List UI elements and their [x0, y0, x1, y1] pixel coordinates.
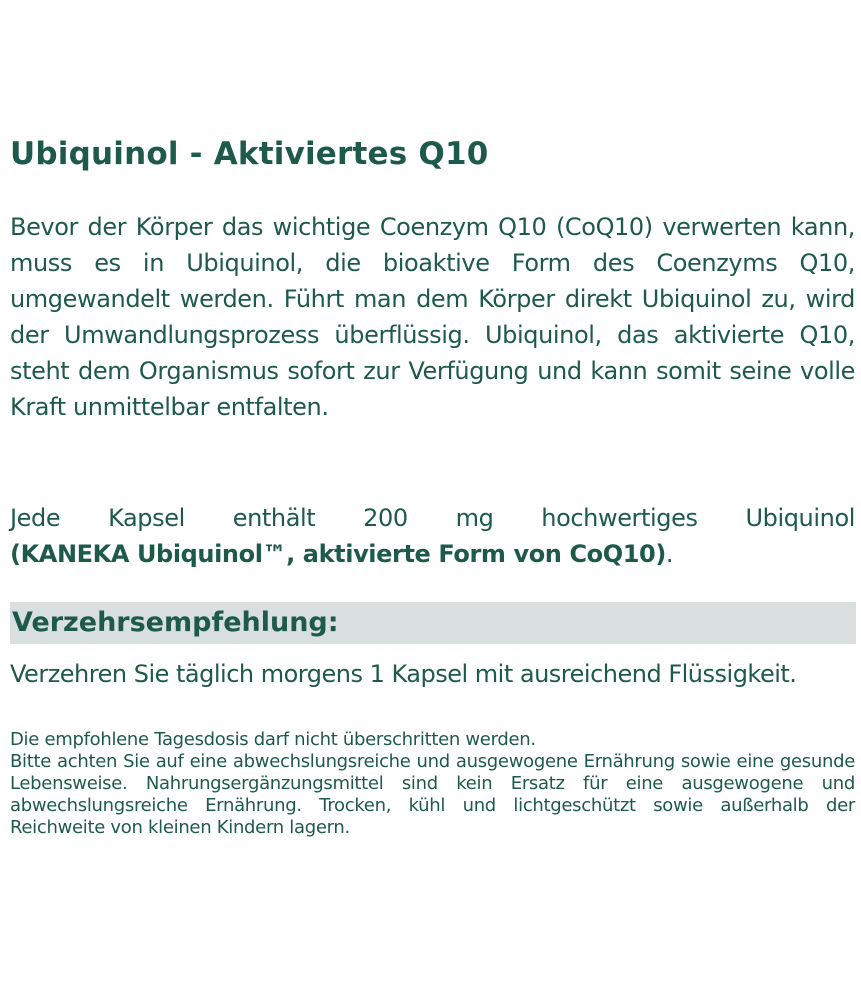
capsule-content-period: . [665, 540, 674, 568]
capsule-content-brand: (KANEKA Ubiquinol™, aktivierte Form von CoQ10) [10, 540, 666, 568]
dosage-recommendation: Verzehren Sie täglich morgens 1 Kapsel mit ausreichend Flüssigkeit. [10, 660, 797, 688]
intro-paragraph: Bevor der Körper das wichtige Coenzym Q10 (CoQ10) verwerten kann, muss es in Ubiquinol, die bioaktive Form des Coenzyms Q10, umgewandelt werden. Führt man dem Körper direkt Ubiquinol zu, wird der Umwandlungsprozess überflüssig. Ubiquinol, das aktivierte Q10, steht dem Organismus sofort zur Verfügung und kann somit seine volle Kraft unmittelbar entfalten. [10, 213, 855, 421]
capsule-content-text: Jede Kapsel enthält 200 mg hochwertiges Ubiquinol [10, 504, 855, 532]
notes-daily-dose-warning: Die empfohlene Tagesdosis darf nicht überschritten werden. [10, 729, 536, 750]
section-header-band [10, 602, 856, 644]
section-title-verzehrsempfehlung: Verzehrsempfehlung: [12, 607, 339, 638]
notes-general-advice: Bitte achten Sie auf eine abwechslungsreiche und ausgewogene Ernährung sowie eine gesunde Lebensweise. Nahrungsergänzungsmittel sind kein Ersatz für eine ausgewogene und abwechslungsreiche Ernährung. Trocken, kühl und lichtgeschützt sowie außerhalb der Reichweite von kleinen Kindern lagern. [10, 751, 855, 838]
capsule-content-paragraph [10, 500, 855, 572]
notes-paragraph [10, 729, 855, 839]
page-title: Ubiquinol - Aktiviertes Q10 [10, 136, 489, 172]
